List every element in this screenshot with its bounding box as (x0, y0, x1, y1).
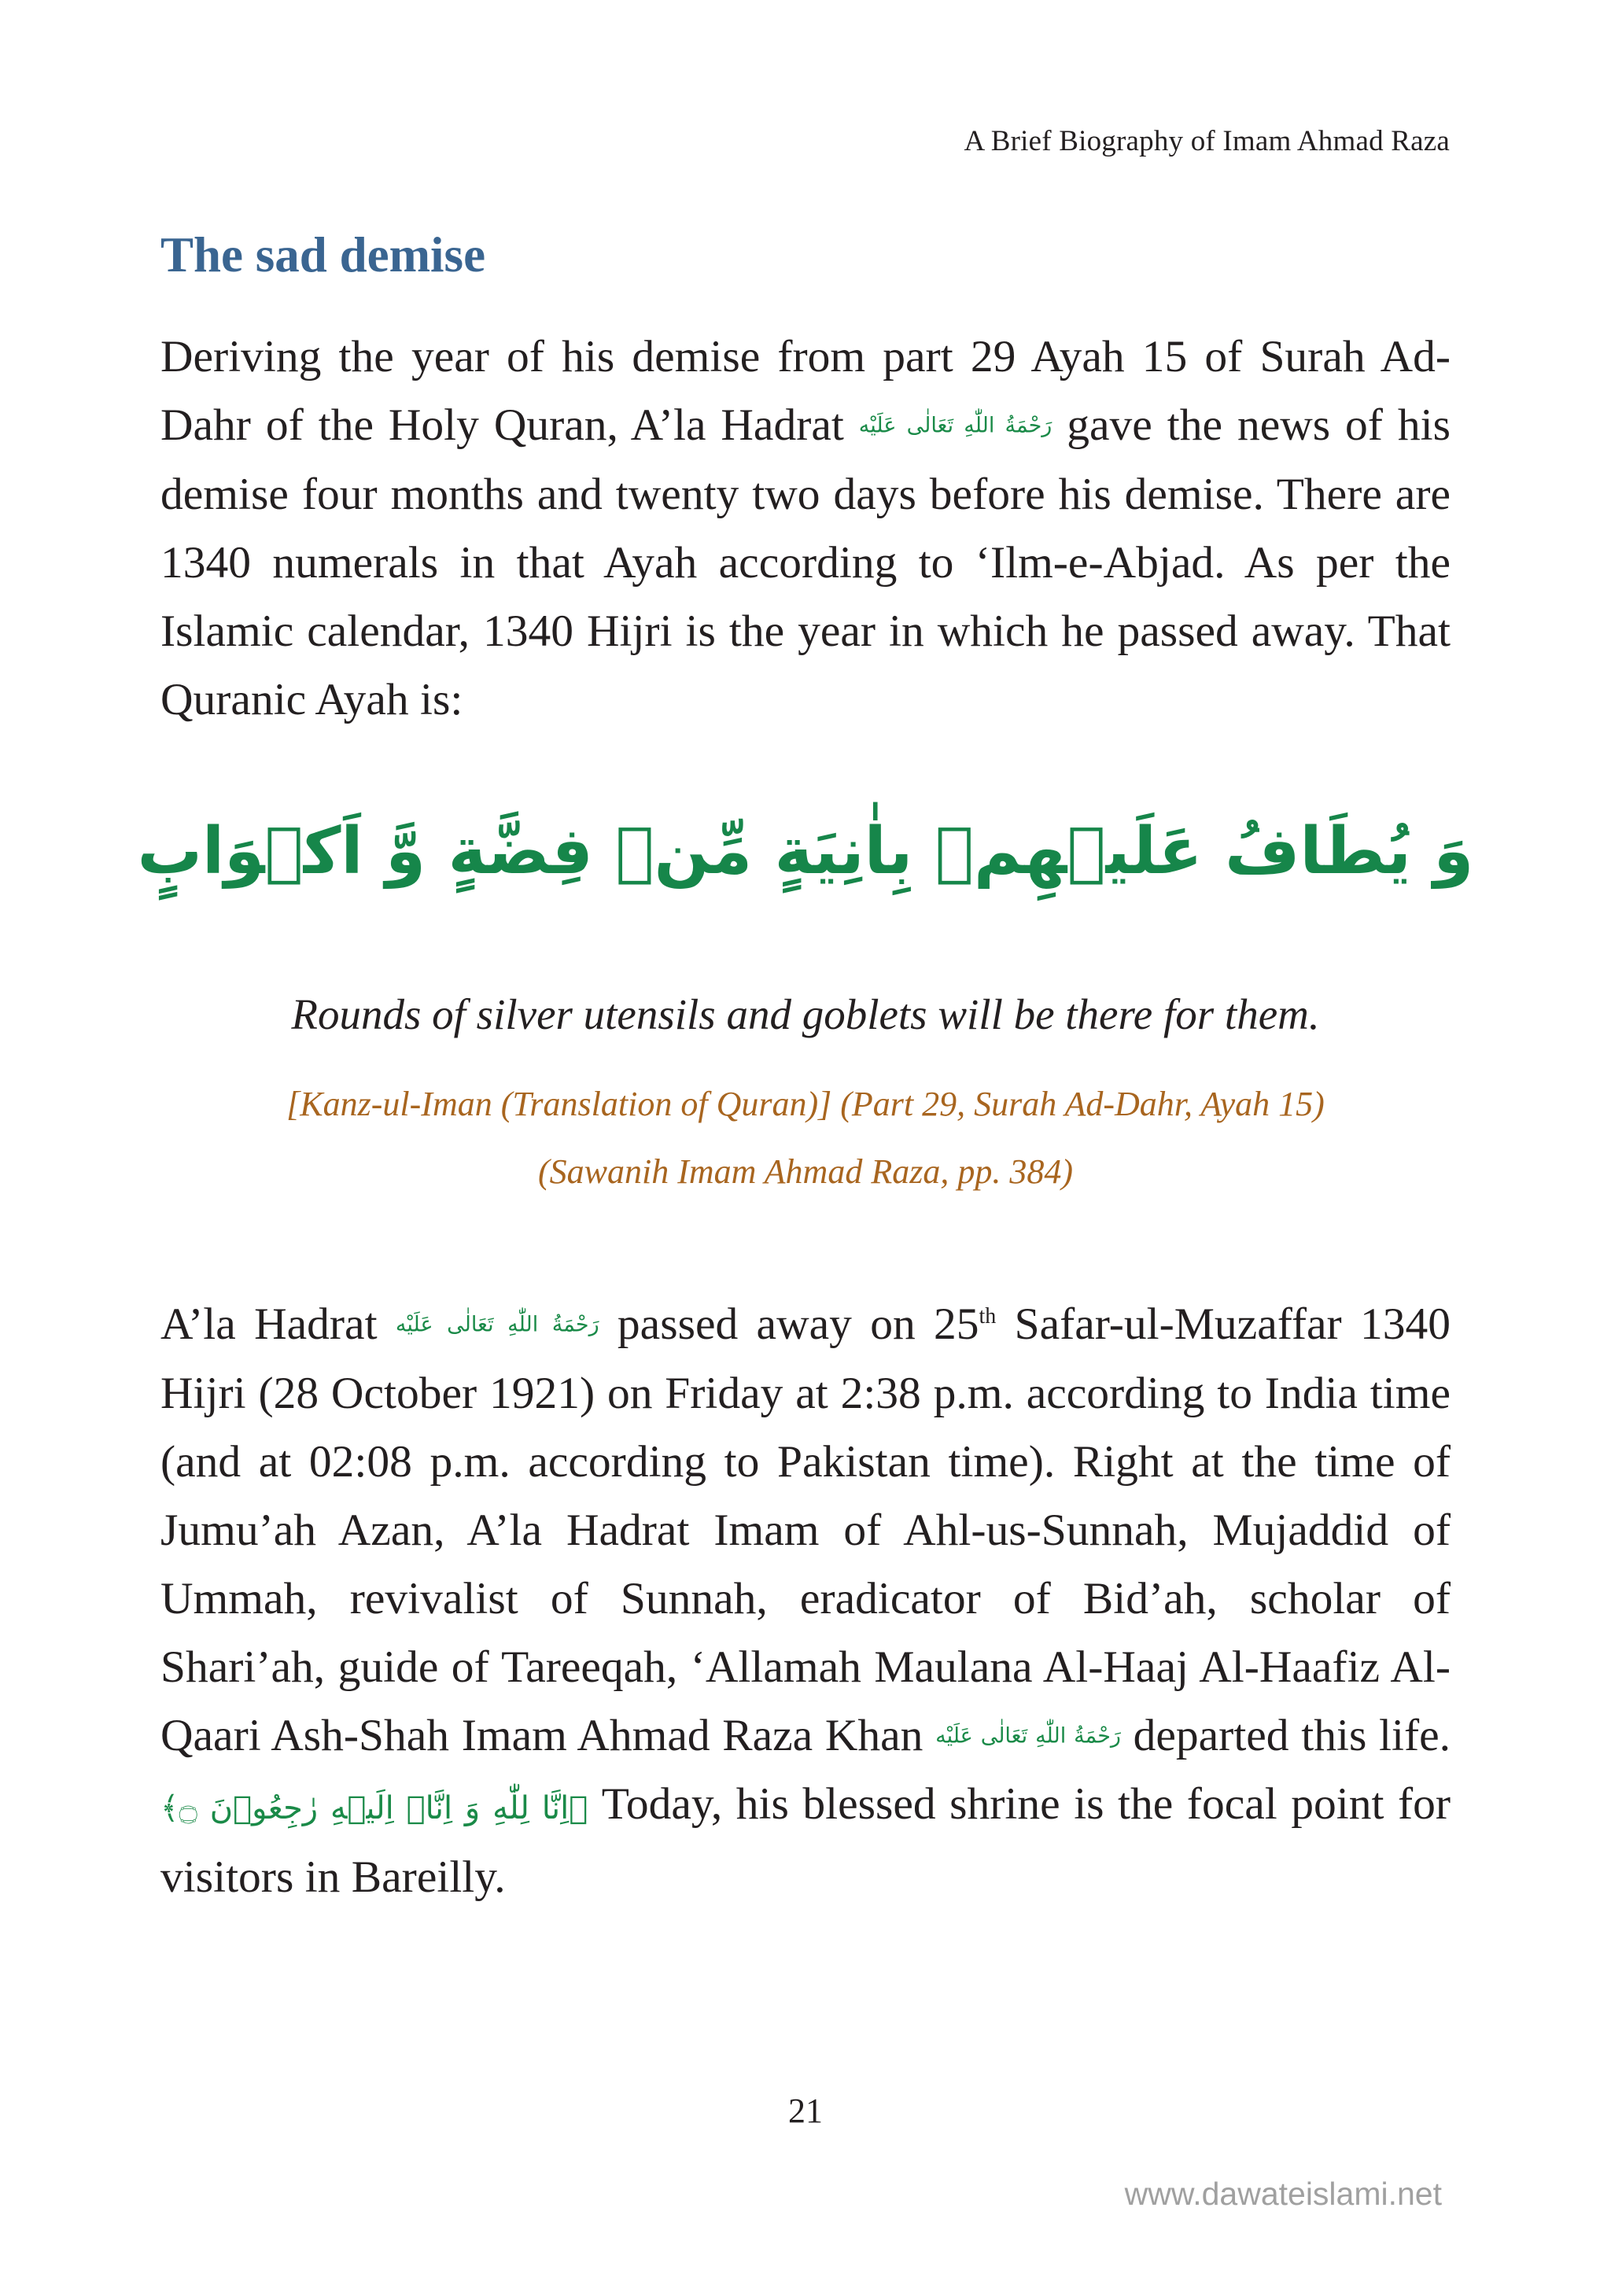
paragraph-2-text-d: departed this life. (1120, 1710, 1451, 1760)
paragraph-2-text-a: A’la Hadrat (160, 1299, 396, 1349)
running-header: A Brief Biography of Imam Ahmad Raza (964, 125, 1450, 157)
paragraph-1 (160, 322, 1451, 734)
paragraph-1-text-b: gave the news of his demise four months and twenty two days before his demise. There are 1340 numerals in that Ayah according to ‘Ilm-e-Abjad. As per the Islamic calendar, 1340 Hijri is the year in which he passed away. That Quranic Ayah is: (160, 400, 1451, 724)
source-reference: (Sawanih Imam Ahmad Raza, pp. 384) (538, 1152, 1073, 1191)
quran-verse-arabic: وَ يُطَافُ عَلَيۡهِمۡ بِاٰنِيَةٍ مِّنۡ فِضَّةٍ وَّ اَكۡوَابٍ (137, 814, 1474, 889)
honorific-arabic: رَحْمَةُ اللّٰهِ تَعَالٰی عَلَيْه (395, 1312, 599, 1337)
page-number: 21 (788, 2091, 823, 2130)
honorific-arabic: رَحْمَةُ اللّٰهِ تَعَالٰی عَلَيْه (935, 1723, 1121, 1749)
section-title: The sad demise (160, 227, 486, 282)
arabic-phrase: ﴿اِنَّا لِلّٰهِ وَ اِنَّاۤ اِلَيۡهِ رٰجِعُوۡنَ ۝﴾ (160, 1790, 588, 1827)
paragraph-2-text-c: Safar-ul-Muzaffar 1340 Hijri (28 October 1921) on Friday at 2:38 p.m. according to India time (and at 02:08 p.m. according to Pakistan time). Right at the time of Jumu’ah Azan, A’la Hadrat Imam of Ahl-us-Sunnah, Mujaddid of Ummah, revivalist of Sunnah, eradicator of Bid’ah, scholar of Shari’ah, guide of Tareeqah, ‘Allamah Maulana Al-Haaj Al-Haafiz Al-Qaari Ash-Shah Imam Ahmad Raza Khan (160, 1299, 1451, 1760)
ordinal-suffix: th (979, 1303, 997, 1329)
paragraph-2 (160, 1290, 1451, 1911)
paragraph-1-text-a: Deriving the year of his demise from part 29 Ayah 15 of Surah Ad-Dahr of the Holy Quran, A’la Hadrat (160, 332, 1451, 450)
honorific-arabic: رَحْمَةُ اللّٰهِ تَعَالٰی عَلَيْه (858, 413, 1052, 438)
verse-reference: [Kanz-ul-Iman (Translation of Quran)] (Part 29, Surah Ad-Dahr, Ayah 15) (286, 1085, 1325, 1123)
verse-translation: Rounds of silver utensils and goblets will be there for them. (291, 990, 1320, 1038)
paragraph-2-text-e: Today, his blessed shrine is the focal point for visitors in Bareilly. (160, 1779, 1451, 1903)
paragraph-2-text-b: passed away on 25 (599, 1299, 979, 1349)
website-watermark: www.dawateislami.net (1124, 2176, 1442, 2212)
